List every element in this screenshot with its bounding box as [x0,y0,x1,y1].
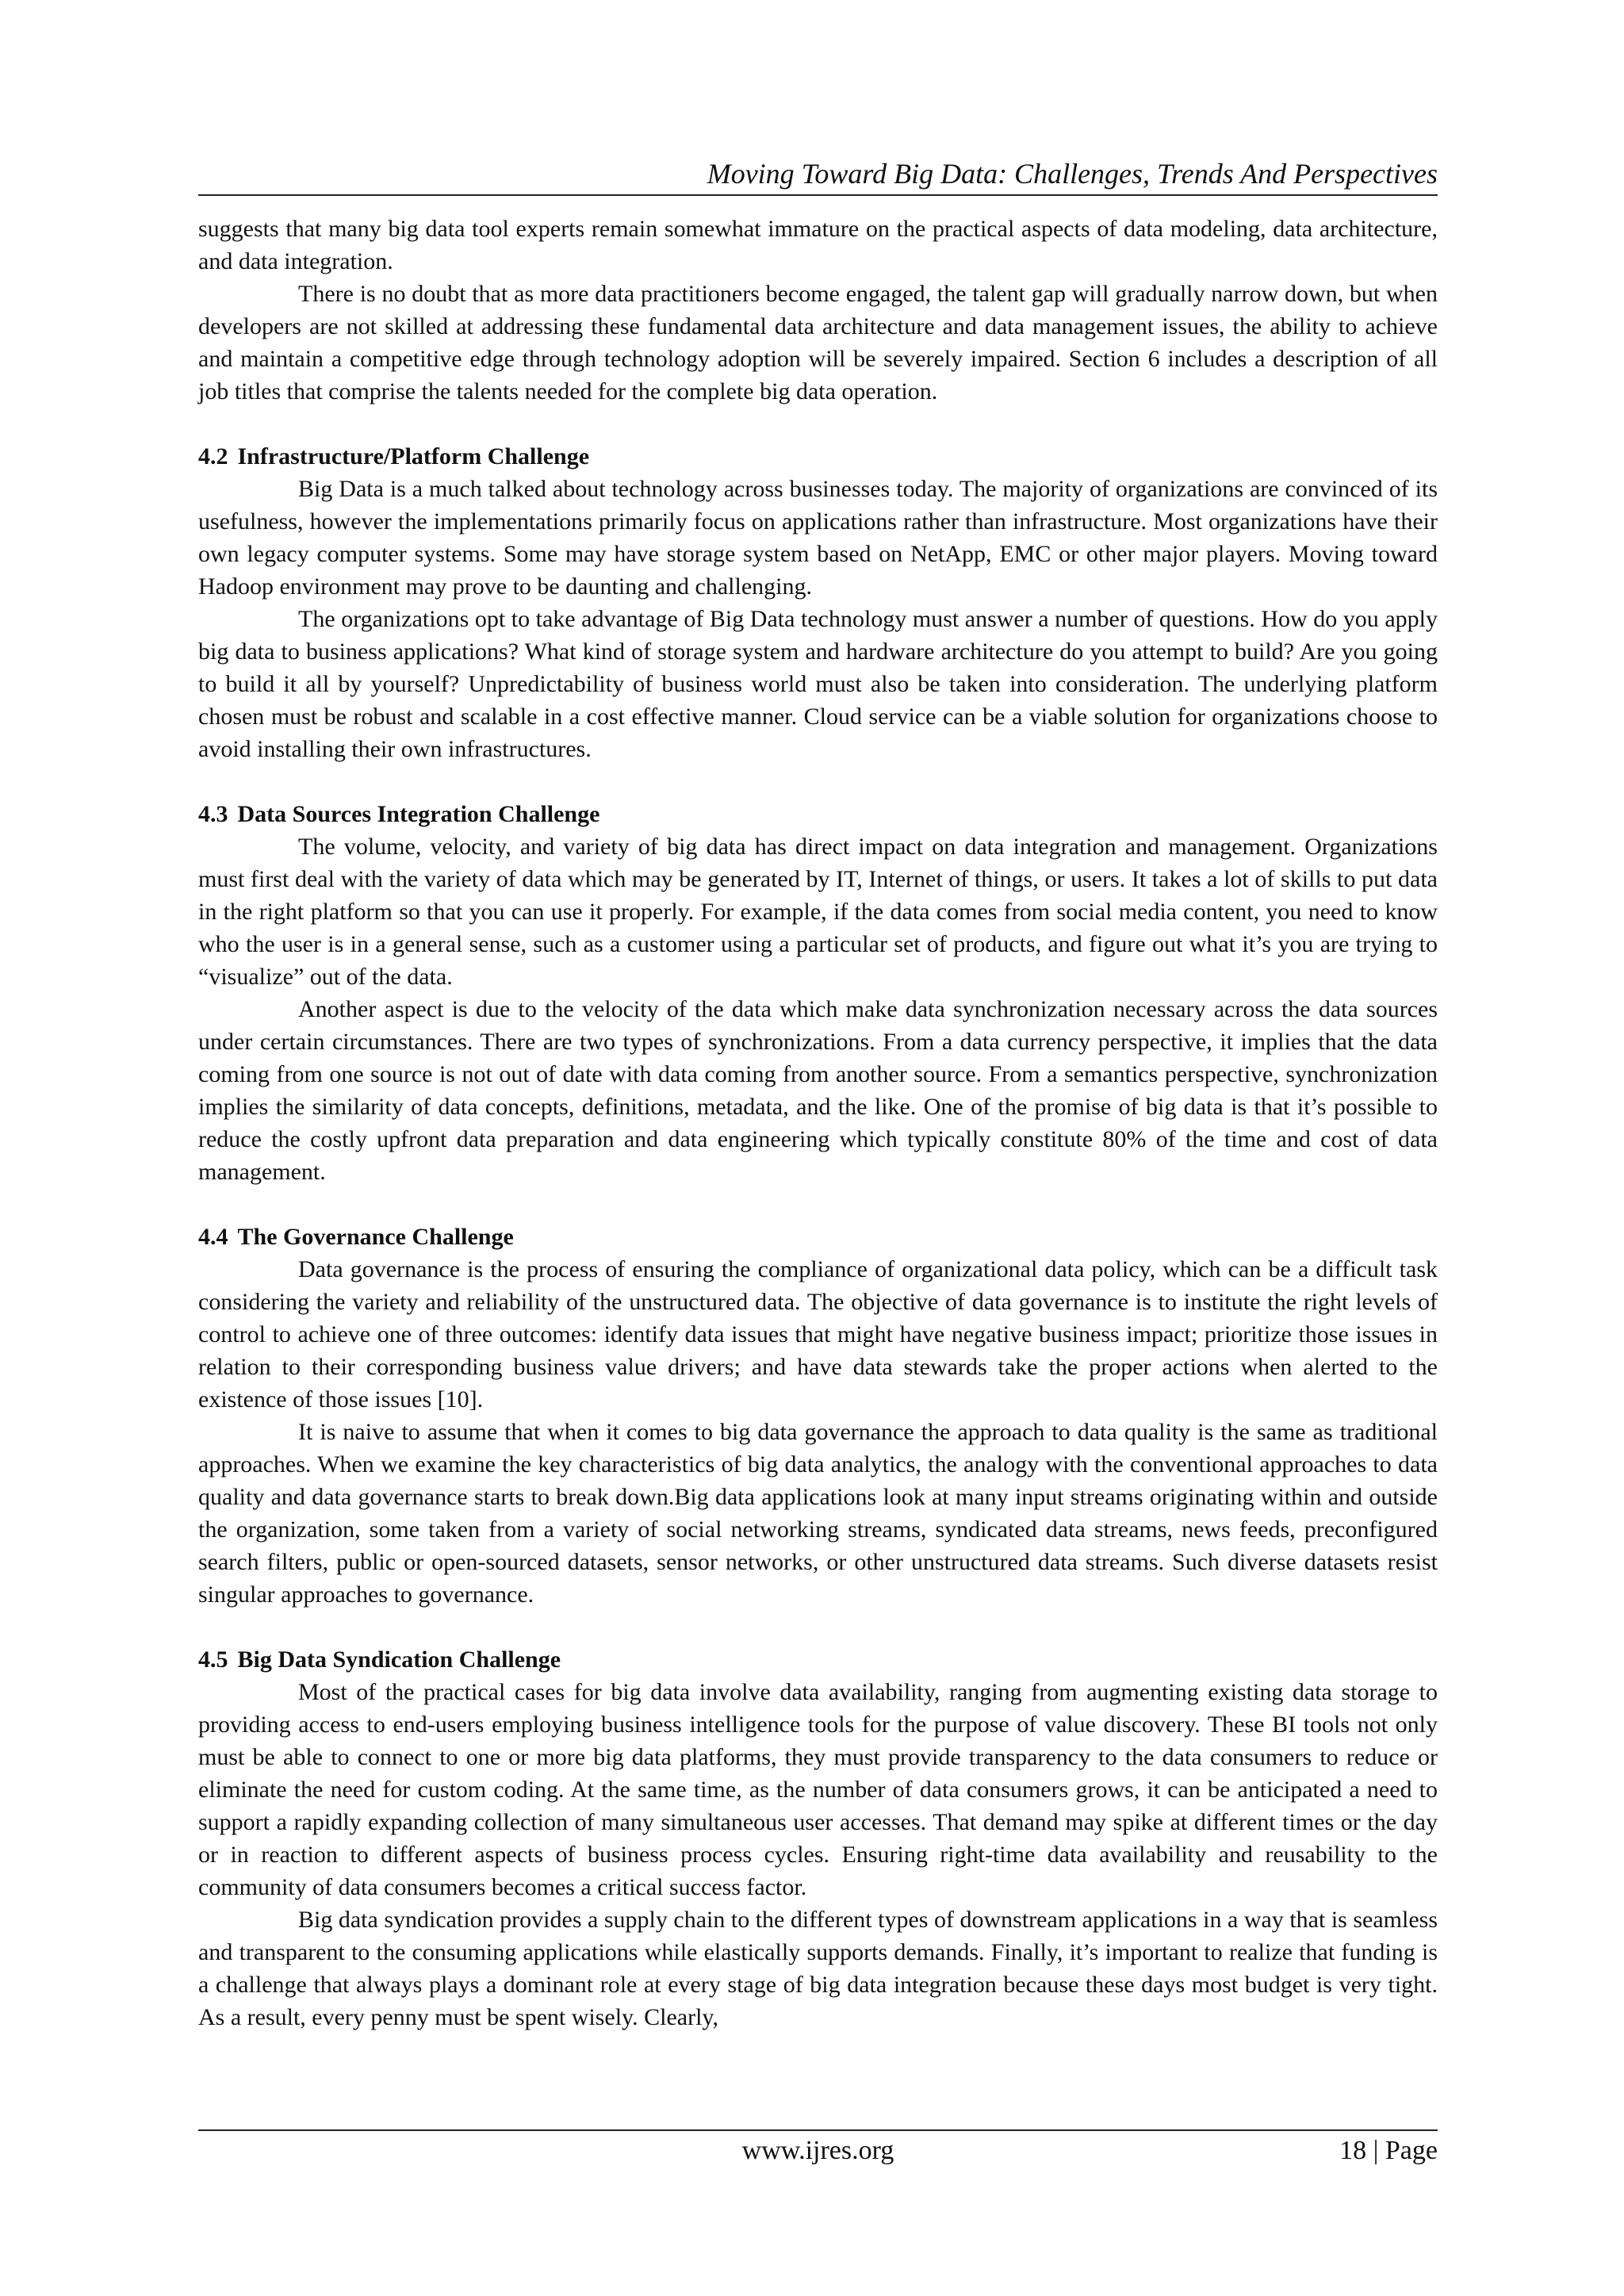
section-number: 4.5 [198,1646,228,1673]
s43-paragraph-1: The volume, velocity, and variety of big data has direct impact on data integration and management. Organizations must first deal with the variety of data which may be generated by IT, Internet of things, or users. It takes a lot of skills to put data in the right platform so that you can use it properly. For example, if the data comes from social media content, you need to know who the user is in a general sense, such as a customer using a particular set of products, and figure out what it’s you are trying to “visualize” out of the data. [198,834,1438,990]
section-heading-4-5 [198,1643,1438,1676]
section-number: 4.2 [198,443,228,470]
page-footer [198,2133,1438,2168]
footer-site-url[interactable]: www.ijres.org [741,2136,894,2165]
section-title: Data Sources Integration Challenge [237,801,600,827]
section-number: 4.4 [198,1224,228,1250]
s45-paragraph-2: Big data syndication provides a supply chain to the different types of downstream applications in a way that is seamless and transparent to the consuming applications while elastically supports demands. Finally, it’s important to realize that funding is a challenge that always plays a dominant role at every stage of big data integration because these days most budget is very tight. As a result, every penny must be spent wisely. Clearly, [198,1907,1438,2030]
section-number: 4.3 [198,801,228,827]
s43-paragraph-2: Another aspect is due to the velocity of the data which make data synchronization necessary across the data sources under certain circumstances. There are two types of synchronizations. From a data currency perspective, it implies that the data coming from one source is not out of date with data coming from another source. From a semantics perspective, synchronization implies the similarity of data concepts, definitions, metadata, and the like. One of the promise of big data is that it’s possible to reduce the costly upfront data preparation and data engineering which typically constitute 80% of the time and cost of data management. [198,996,1438,1185]
footer-rule [198,2129,1438,2131]
section-heading-4-4 [198,1221,1438,1253]
footer-page-number: 18 | Page [1339,2136,1438,2165]
section-title: Big Data Syndication Challenge [237,1646,561,1673]
intro-paragraph-2: There is no doubt that as more data practitioners become engaged, the talent gap will gradually narrow down, but when developers are not skilled at addressing these fundamental data architecture and data management issues, the ability to achieve and maintain a competitive edge through technology adoption will be severely impaired. Section 6 includes a description of all job titles that comprise the talents needed for the complete big data operation. [198,281,1438,404]
section-title: The Governance Challenge [237,1224,514,1250]
s44-paragraph-2: It is naive to assume that when it comes to big data governance the approach to data quality is the same as traditional approaches. When we examine the key characteristics of big data analytics, the analogy with the conventional approaches to data quality and data governance starts to break down.Big data applications look at many input streams originating within and outside the organization, some taken from a variety of social networking streams, syndicated data streams, news feeds, preconfigured search filters, public or open-sourced datasets, sensor networks, or other unstructured data streams. Such diverse datasets resist singular approaches to governance. [198,1419,1438,1608]
section-heading-4-3 [198,798,1438,830]
s44-paragraph-1: Data governance is the process of ensuring the compliance of organizational data policy, which can be a difficult task considering the variety and reliability of the unstructured data. The objective of data governance is to institute the right levels of control to achieve one of three outcomes: identify data issues that might have negative business impact; prioritize those issues in relation to their corresponding business value drivers; and have data stewards take the proper actions when alerted to the existence of those issues [10]. [198,1256,1438,1412]
body-text [198,213,1438,2033]
section-title: Infrastructure/Platform Challenge [237,443,590,470]
s42-paragraph-1: Big Data is a much talked about technology across businesses today. The majority of organizations are convinced of its usefulness, however the implementations primarily focus on applications rather than infrastructure. Most organizations have their own legacy computer systems. Some may have storage system based on NetApp, EMC or other major players. Moving toward Hadoop environment may prove to be daunting and challenging. [198,476,1438,600]
header-rule [198,194,1438,196]
intro-paragraph-1: suggests that many big data tool experts remain somewhat immature on the practical aspects of data modeling, data architecture, and data integration. [198,216,1438,274]
s42-paragraph-2: The organizations opt to take advantage of Big Data technology must answer a number of questions. How do you apply big data to business applications? What kind of storage system and hardware architecture do you attempt to build? Are you going to build it all by yourself? Unpredictability of business world must also be taken into consideration. The underlying platform chosen must be robust and scalable in a cost effective manner. Cloud service can be a viable solution for organizations choose to avoid installing their own infrastructures. [198,606,1438,762]
running-header-title: Moving Toward Big Data: Challenges, Trends And Perspectives [707,158,1438,190]
document-page [198,0,1438,2296]
section-heading-4-2 [198,440,1438,473]
s45-paragraph-1: Most of the practical cases for big data involve data availability, ranging from augmenting existing data storage to providing access to end-users employing business intelligence tools for the purpose of value discovery. These BI tools not only must be able to connect to one or more big data platforms, they must provide transparency to the data consumers to reduce or eliminate the need for custom coding. At the same time, as the number of data consumers grows, it can be anticipated a need to support a rapidly expanding collection of many simultaneous user accesses. That demand may spike at different times or the day or in reaction to different aspects of business process cycles. Ensuring right-time data availability and reusability to the community of data consumers becomes a critical success factor. [198,1679,1438,1900]
